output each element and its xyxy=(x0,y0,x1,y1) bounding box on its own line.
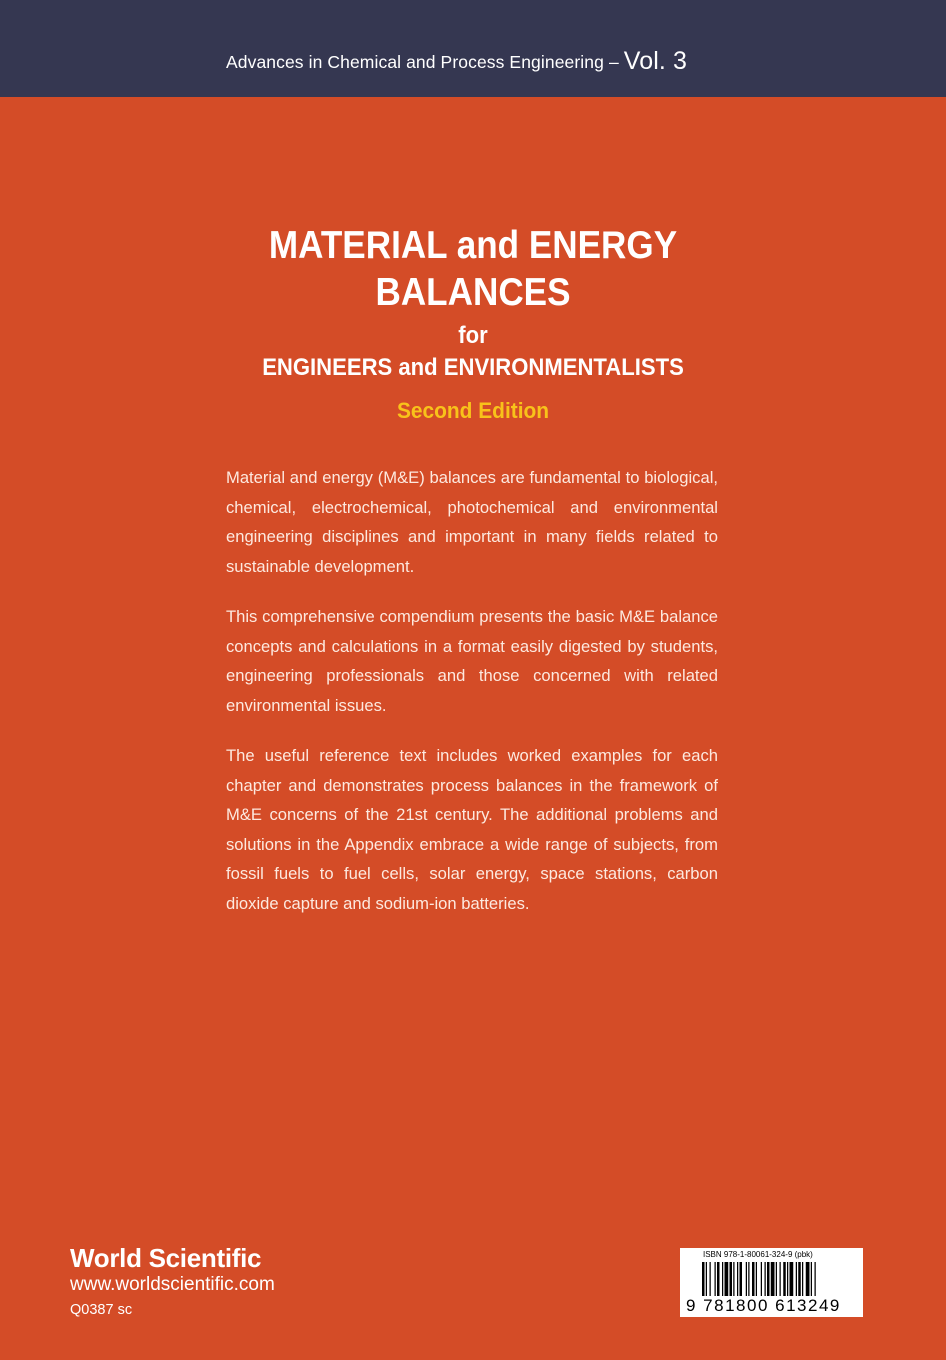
barcode-bar xyxy=(790,1262,794,1296)
blurb-paragraph-1: Material and energy (M&E) balances are fundamental to biological, chemical, electrochemical, photochemical and environmental engineering disciplines and important in many fields related to sustainable development. xyxy=(226,468,718,576)
barcode-bar xyxy=(767,1262,770,1296)
series-banner xyxy=(0,0,946,97)
barcode-bar xyxy=(730,1262,733,1296)
barcode-bar xyxy=(798,1262,801,1296)
barcode-bar xyxy=(780,1262,781,1296)
barcode-bar xyxy=(783,1262,786,1296)
barcode-bar xyxy=(737,1262,738,1296)
barcode-bar xyxy=(806,1262,810,1296)
barcode-bar xyxy=(710,1262,711,1296)
isbn-label: ISBN 978-1-80061-324-9 (pbk) xyxy=(703,1250,813,1259)
back-cover-blurb xyxy=(226,463,718,939)
book-title-for: for xyxy=(458,322,488,349)
barcode-bar xyxy=(752,1262,755,1296)
blurb-paragraph-2: This comprehensive compendium presents the basic M&E balance concepts and calculations in a format easily digested by students, engineering professionals and those concerned with related environmental issues. xyxy=(226,607,718,715)
series-name: Advances in Chemical and Process Engineering xyxy=(226,52,604,72)
barcode-bar xyxy=(746,1262,747,1296)
series-title xyxy=(226,46,687,75)
product-code: Q0387 sc xyxy=(70,1302,133,1318)
barcode-bar xyxy=(733,1262,734,1296)
barcode-bar xyxy=(740,1262,743,1296)
edition-label: Second Edition xyxy=(396,398,550,423)
barcode-bar xyxy=(796,1262,797,1296)
book-title-line-1: MATERIAL and ENERGY xyxy=(268,224,678,267)
publisher-name: World Scientific xyxy=(70,1243,262,1273)
barcode-bar xyxy=(787,1262,788,1296)
barcode-bar xyxy=(722,1262,723,1296)
barcode-bars xyxy=(702,1262,862,1300)
isbn-barcode xyxy=(680,1248,863,1317)
series-dash: – xyxy=(608,52,619,72)
publisher-block xyxy=(70,1243,275,1321)
publisher-url: www.worldscientific.com xyxy=(70,1274,275,1295)
barcode-bar xyxy=(748,1262,749,1296)
book-title-block xyxy=(0,222,946,426)
book-title-line-2: BALANCES xyxy=(375,271,571,314)
barcode-bar xyxy=(771,1262,775,1296)
barcode-bar xyxy=(725,1262,729,1296)
book-subtitle: ENGINEERS and ENVIRONMENTALISTS xyxy=(262,354,684,381)
barcode-bar xyxy=(756,1262,757,1296)
barcode-bar xyxy=(815,1262,816,1296)
barcode-bar xyxy=(715,1262,716,1296)
blurb-paragraph-3: The useful reference text includes worked examples for each chapter and demonstrates process balances in the framework of M&E concerns of the 21st century. The additional problems and solutions in the Appendix embrace a wide range of subjects, from fossil fuels to fuel cells, solar energy, space stations, carbon dioxide capture and sodium-ion batteries. xyxy=(226,746,718,913)
barcode-bar xyxy=(776,1262,777,1296)
barcode-bar xyxy=(702,1262,705,1296)
barcode-digits: 9 781800 613249 xyxy=(686,1296,841,1315)
barcode-bar xyxy=(811,1262,812,1296)
barcode-bar xyxy=(706,1262,707,1296)
barcode-bar xyxy=(802,1262,803,1296)
barcode-bar xyxy=(717,1262,720,1296)
series-volume: Vol. 3 xyxy=(623,47,687,75)
barcode-bar xyxy=(765,1262,766,1296)
barcode-bar xyxy=(761,1262,762,1296)
